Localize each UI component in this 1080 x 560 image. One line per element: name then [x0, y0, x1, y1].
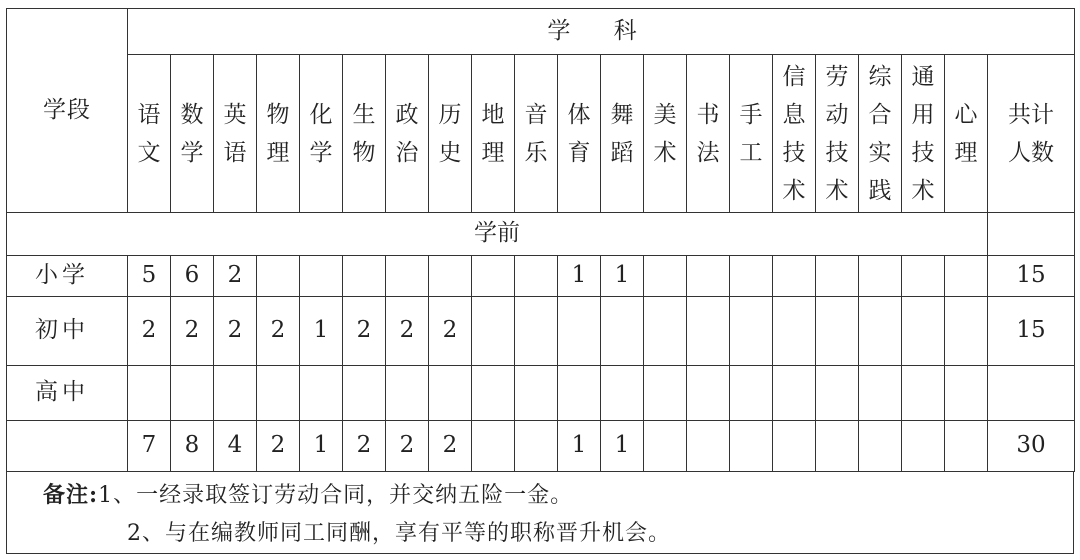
subject-char: 劳: [825, 63, 849, 90]
subject-char: 通: [911, 63, 935, 90]
subject-char: 术: [653, 139, 677, 166]
count-cell: 1: [601, 256, 644, 297]
count-cell: [257, 256, 300, 297]
stage-label: [7, 421, 128, 472]
count-cell: [472, 256, 515, 297]
subject-char: 术: [825, 177, 849, 204]
total-header-line: 人数: [1008, 139, 1054, 166]
subject-char: 用: [911, 101, 935, 128]
subject-char: 地: [481, 101, 505, 128]
subject-char: 综: [868, 63, 892, 90]
count-cell: [472, 297, 515, 366]
count-cell: [945, 366, 988, 421]
count-cell: [515, 297, 558, 366]
subject-header: [128, 55, 171, 213]
count-cell: 2: [386, 421, 429, 472]
count-cell: 2: [257, 297, 300, 366]
table-row: [7, 366, 1075, 421]
count-cell: [644, 297, 687, 366]
count-cell: [644, 421, 687, 472]
subject-char: 术: [782, 177, 806, 204]
subject-char: 文: [137, 139, 161, 166]
count-cell: [687, 421, 730, 472]
count-cell: 2: [429, 421, 472, 472]
count-cell: [558, 297, 601, 366]
count-cell: 2: [171, 297, 214, 366]
count-cell: [816, 256, 859, 297]
count-cell: [902, 421, 945, 472]
count-cell: [730, 256, 773, 297]
total-cell: 15: [988, 297, 1075, 366]
subject-header: [429, 55, 472, 213]
table-row: [7, 256, 1075, 297]
count-cell: [687, 297, 730, 366]
table-row: [7, 297, 1075, 366]
count-cell: 1: [300, 421, 343, 472]
subject-char: 生: [352, 101, 376, 128]
count-cell: [730, 366, 773, 421]
count-cell: [730, 421, 773, 472]
subject-char: 息: [782, 101, 806, 128]
count-cell: [171, 366, 214, 421]
subject-char: 美: [653, 101, 677, 128]
subject-header: [214, 55, 257, 213]
count-cell: 2: [343, 297, 386, 366]
count-cell: [300, 366, 343, 421]
notes-box: [6, 472, 1074, 554]
note-line-2: [127, 516, 671, 547]
count-cell: 1: [601, 421, 644, 472]
stage-label: 初中: [7, 297, 128, 366]
total-cell: 15: [988, 256, 1075, 297]
subject-char: 化: [309, 101, 333, 128]
subject-char: 心: [954, 101, 978, 128]
count-cell: [386, 366, 429, 421]
count-cell: [902, 366, 945, 421]
subject-char: 手: [739, 101, 763, 128]
count-cell: 2: [214, 256, 257, 297]
subject-header: [601, 55, 644, 213]
subject-header: [558, 55, 601, 213]
count-cell: [859, 421, 902, 472]
count-cell: 7: [128, 421, 171, 472]
count-cell: 1: [558, 256, 601, 297]
count-cell: 2: [386, 297, 429, 366]
count-cell: 2: [429, 297, 472, 366]
subject-header: [343, 55, 386, 213]
subject-char: 理: [266, 139, 290, 166]
stage-label: 小学: [7, 256, 128, 297]
count-cell: 5: [128, 256, 171, 297]
subject-char: 学: [180, 139, 204, 166]
subject-char: 合: [868, 101, 892, 128]
count-cell: [773, 366, 816, 421]
count-cell: [644, 366, 687, 421]
subject-header: [386, 55, 429, 213]
subject-header: [257, 55, 300, 213]
subject-char: 史: [438, 139, 462, 166]
total-cell: 30: [988, 421, 1075, 472]
subject-char: 动: [825, 101, 849, 128]
stage-label: 高中: [7, 366, 128, 421]
preschool-total: [988, 213, 1075, 256]
subject-char: 治: [395, 139, 419, 166]
subject-char: 书: [696, 101, 720, 128]
count-cell: [859, 297, 902, 366]
subject-char: 历: [438, 101, 462, 128]
count-cell: [429, 366, 472, 421]
count-cell: [773, 297, 816, 366]
subject-char: 践: [868, 177, 892, 204]
count-cell: [687, 256, 730, 297]
count-cell: [558, 366, 601, 421]
subject-char: 技: [911, 139, 935, 166]
subject-char: 理: [954, 139, 978, 166]
subject-header: [945, 55, 988, 213]
count-cell: [128, 366, 171, 421]
subject-char: 法: [696, 139, 720, 166]
subject-char: 技: [825, 139, 849, 166]
subject-char: 语: [223, 139, 247, 166]
subject-char: 术: [911, 177, 935, 204]
count-cell: [515, 366, 558, 421]
count-cell: 4: [214, 421, 257, 472]
count-cell: 1: [558, 421, 601, 472]
count-cell: [472, 421, 515, 472]
subject-char: 信: [782, 63, 806, 90]
count-cell: 2: [214, 297, 257, 366]
note-text-1: 1、一经录取签订劳动合同，并交纳五险一金。: [98, 483, 574, 508]
count-cell: [945, 297, 988, 366]
count-cell: 8: [171, 421, 214, 472]
count-cell: [816, 421, 859, 472]
count-cell: [859, 366, 902, 421]
subject-char: 乐: [524, 139, 548, 166]
count-cell: [300, 256, 343, 297]
count-cell: 1: [300, 297, 343, 366]
count-cell: [773, 256, 816, 297]
subject-group-header: 学 科: [128, 9, 1075, 55]
subject-header: [773, 55, 816, 213]
subject-header: [644, 55, 687, 213]
subject-header: [472, 55, 515, 213]
subject-char: 技: [782, 139, 806, 166]
subject-header: [902, 55, 945, 213]
count-cell: [730, 297, 773, 366]
subject-char: 政: [395, 101, 419, 128]
preschool-label: 学前: [7, 213, 988, 256]
count-cell: 2: [128, 297, 171, 366]
count-cell: [601, 297, 644, 366]
total-header-line: 共计: [1008, 101, 1054, 128]
count-cell: [902, 297, 945, 366]
count-cell: [945, 421, 988, 472]
subject-char: 理: [481, 139, 505, 166]
recruitment-table: [6, 8, 1075, 472]
count-cell: 2: [343, 421, 386, 472]
count-cell: [472, 366, 515, 421]
subject-header: [730, 55, 773, 213]
count-cell: [902, 256, 945, 297]
subject-char: 舞: [610, 101, 634, 128]
count-cell: [257, 366, 300, 421]
count-cell: [601, 366, 644, 421]
subject-char: 物: [352, 139, 376, 166]
subject-header: [171, 55, 214, 213]
subject-header: [816, 55, 859, 213]
header-row: [7, 9, 1075, 55]
subject-header: [515, 55, 558, 213]
subject-char: 蹈: [610, 139, 634, 166]
subject-char: 英: [223, 101, 247, 128]
count-cell: [859, 256, 902, 297]
count-cell: [945, 256, 988, 297]
subject-char: 体: [567, 101, 591, 128]
count-cell: [515, 421, 558, 472]
count-cell: [515, 256, 558, 297]
subject-header: [687, 55, 730, 213]
total-header: [988, 55, 1075, 213]
subject-char: 工: [739, 139, 763, 166]
subject-char: 实: [868, 139, 892, 166]
count-cell: [343, 366, 386, 421]
subject-char: 音: [524, 101, 548, 128]
subject-names-row: [7, 55, 1075, 213]
count-cell: [816, 297, 859, 366]
table-row: [7, 421, 1075, 472]
note-title: 备注:: [43, 482, 99, 508]
subject-header: [300, 55, 343, 213]
subject-char: 语: [137, 101, 161, 128]
subject-char: 物: [266, 101, 290, 128]
count-cell: [644, 256, 687, 297]
count-cell: [773, 421, 816, 472]
count-cell: [386, 256, 429, 297]
count-cell: [429, 256, 472, 297]
count-cell: [343, 256, 386, 297]
count-cell: 2: [257, 421, 300, 472]
subject-char: 数: [180, 101, 204, 128]
count-cell: [214, 366, 257, 421]
note-line-1: [43, 478, 573, 509]
total-cell: [988, 366, 1075, 421]
count-cell: 6: [171, 256, 214, 297]
subject-char: 育: [567, 139, 591, 166]
preschool-row: [7, 213, 1075, 256]
count-cell: [687, 366, 730, 421]
stage-header: 学段: [7, 9, 128, 213]
count-cell: [816, 366, 859, 421]
subject-char: 学: [309, 139, 333, 166]
subject-header: [859, 55, 902, 213]
note-text-2: 2、与在编教师同工同酬，享有平等的职称晋升机会。: [127, 521, 671, 546]
